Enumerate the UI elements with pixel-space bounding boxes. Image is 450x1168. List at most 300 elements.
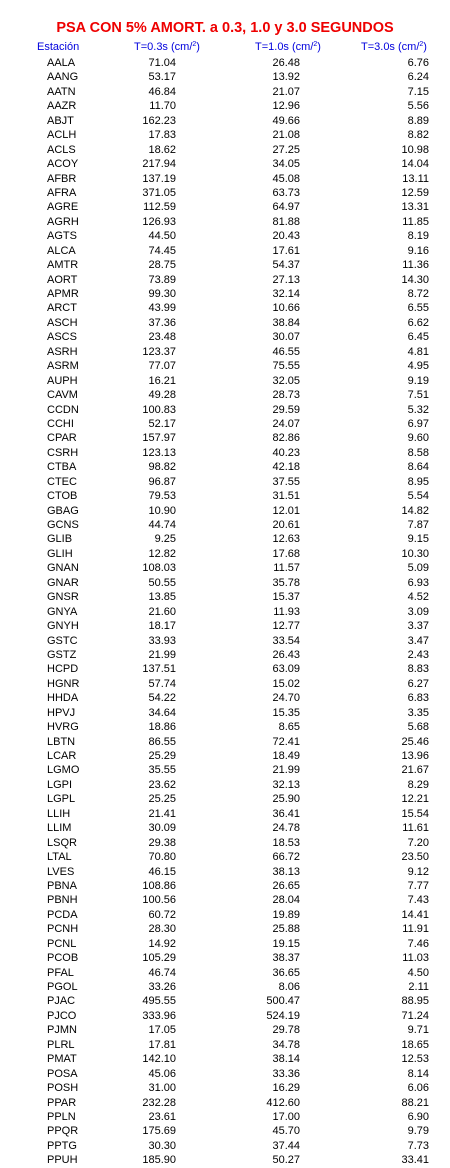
t30-cell: 3.35 xyxy=(407,706,429,719)
t30-cell: 7.43 xyxy=(407,894,429,907)
t03-cell: 108.86 xyxy=(142,879,176,892)
t30-cell: 6.55 xyxy=(407,302,429,315)
table-row xyxy=(0,518,450,532)
t30-cell: 5.68 xyxy=(407,721,429,734)
table-row xyxy=(0,345,450,359)
t30-cell: 88.21 xyxy=(401,1096,429,1109)
station-cell: CCHI xyxy=(47,417,74,430)
table-row xyxy=(0,1096,450,1110)
station-cell: LTAL xyxy=(47,851,72,864)
t03-cell: 30.30 xyxy=(148,1139,176,1152)
t10-cell: 12.96 xyxy=(272,100,300,113)
table-row xyxy=(0,374,450,388)
station-cell: GLIH xyxy=(47,547,73,560)
t30-cell: 7.46 xyxy=(407,937,429,950)
t10-cell: 28.73 xyxy=(272,389,300,402)
station-cell: AORT xyxy=(47,273,78,286)
table-row xyxy=(0,1038,450,1052)
station-cell: PBNA xyxy=(47,879,77,892)
t03-cell: 73.89 xyxy=(148,273,176,286)
station-cell: PPUH xyxy=(47,1154,78,1167)
t03-cell: 126.93 xyxy=(142,215,176,228)
station-cell: CTEC xyxy=(47,475,77,488)
t10-cell: 21.08 xyxy=(272,129,300,142)
station-cell: APMR xyxy=(47,288,79,300)
station-cell: PJAC xyxy=(47,995,76,1008)
station-cell: GNAN xyxy=(47,562,79,575)
t03-cell: 30.09 xyxy=(148,822,176,835)
t30-cell: 11.61 xyxy=(402,822,429,835)
station-cell: PPLN xyxy=(47,1110,76,1123)
t03-cell: 34.64 xyxy=(148,706,176,719)
table-row xyxy=(0,807,450,821)
t03-cell: 71.04 xyxy=(148,57,176,69)
station-cell: ALCA xyxy=(47,244,76,257)
t30-cell: 18.65 xyxy=(401,1038,429,1051)
t10-cell: 24.70 xyxy=(272,692,300,705)
t10-cell: 24.78 xyxy=(272,822,300,835)
table-row xyxy=(0,287,450,301)
t10-cell: 17.00 xyxy=(272,1110,300,1123)
t03-cell: 23.62 xyxy=(148,778,176,791)
station-cell: ABJT xyxy=(47,114,74,127)
t30-cell: 14.41 xyxy=(401,908,429,921)
t10-cell: 81.88 xyxy=(272,215,300,228)
table-row xyxy=(0,316,450,330)
t10-cell: 15.37 xyxy=(272,591,300,604)
t03-cell: 74.45 xyxy=(148,244,176,257)
station-cell: AALA xyxy=(47,57,76,69)
t03-cell: 17.05 xyxy=(148,1024,176,1037)
table-row xyxy=(0,691,450,705)
t03-cell: 28.75 xyxy=(148,259,176,272)
header-t10-close: ) xyxy=(317,41,321,53)
station-cell: LVES xyxy=(47,865,75,878)
station-cell: PJMN xyxy=(47,1024,77,1037)
station-cell: PPQR xyxy=(47,1125,79,1138)
t30-cell: 33.41 xyxy=(401,1154,429,1167)
station-cell: ASRM xyxy=(47,360,79,373)
station-cell: LGMO xyxy=(47,764,80,777)
table-row xyxy=(0,460,450,474)
t30-cell: 21.67 xyxy=(401,764,429,777)
t03-cell: 18.86 xyxy=(148,721,176,734)
t30-cell: 9.71 xyxy=(407,1024,429,1037)
table-row xyxy=(0,172,450,186)
station-cell: LGPL xyxy=(47,793,76,806)
t03-cell: 79.53 xyxy=(148,490,176,503)
t03-cell: 123.13 xyxy=(142,446,176,459)
t03-cell: 112.59 xyxy=(143,201,176,214)
t03-cell: 21.41 xyxy=(148,807,176,820)
table-row xyxy=(0,229,450,243)
station-cell: PCOB xyxy=(47,952,79,965)
t10-cell: 64.97 xyxy=(272,201,300,214)
t30-cell: 25.46 xyxy=(401,735,429,748)
t30-cell: 6.24 xyxy=(407,71,429,84)
table-row xyxy=(0,301,450,315)
t03-cell: 495.55 xyxy=(142,995,176,1008)
table-row xyxy=(0,359,450,373)
t30-cell: 6.90 xyxy=(407,1110,429,1123)
t10-cell: 18.53 xyxy=(272,836,300,849)
table-row xyxy=(0,128,450,142)
t30-cell: 2.11 xyxy=(408,981,429,993)
header-t30-exponent: 2 xyxy=(419,41,424,48)
station-cell: HGNR xyxy=(47,677,80,690)
t10-cell: 27.13 xyxy=(272,273,300,286)
t03-cell: 44.74 xyxy=(148,519,176,531)
table-row xyxy=(0,561,450,575)
t30-cell: 2.43 xyxy=(407,648,429,661)
t30-cell: 4.50 xyxy=(407,966,429,979)
t10-cell: 21.07 xyxy=(272,85,300,98)
table-row xyxy=(0,273,450,287)
table-row xyxy=(0,446,450,460)
t30-cell: 8.64 xyxy=(407,461,429,474)
t10-cell: 63.09 xyxy=(272,663,300,676)
t10-cell: 32.14 xyxy=(272,288,300,300)
t10-cell: 38.13 xyxy=(272,865,300,878)
t30-cell: 8.58 xyxy=(407,446,429,459)
t10-cell: 36.65 xyxy=(272,966,300,979)
t10-cell: 18.49 xyxy=(272,750,300,762)
t30-cell: 8.14 xyxy=(407,1067,429,1080)
t10-cell: 15.35 xyxy=(272,706,300,719)
t10-cell: 36.41 xyxy=(272,807,300,820)
table-row xyxy=(0,951,450,965)
t10-cell: 46.55 xyxy=(272,345,300,358)
t10-cell: 12.63 xyxy=(272,533,300,546)
table-row xyxy=(0,662,450,676)
t30-cell: 6.45 xyxy=(407,331,429,344)
header-t03-close: ) xyxy=(196,41,200,53)
table-row xyxy=(0,821,450,835)
t10-cell: 32.05 xyxy=(272,374,300,387)
station-cell: GNYA xyxy=(47,605,78,618)
t10-cell: 31.51 xyxy=(272,490,300,503)
table-row xyxy=(0,1124,450,1138)
t10-cell: 40.23 xyxy=(272,446,300,459)
station-cell: PFAL xyxy=(47,966,74,979)
t30-cell: 6.62 xyxy=(407,316,429,329)
t30-cell: 5.54 xyxy=(407,490,429,503)
t30-cell: 13.31 xyxy=(401,201,429,214)
t03-cell: 333.96 xyxy=(142,1009,176,1022)
t03-cell: 18.62 xyxy=(148,143,176,156)
t30-cell: 11.85 xyxy=(402,215,429,228)
t30-cell: 8.95 xyxy=(407,475,429,488)
t03-cell: 50.55 xyxy=(148,576,176,589)
t10-cell: 13.92 xyxy=(272,71,300,84)
t03-cell: 33.93 xyxy=(148,634,176,647)
table-row xyxy=(0,980,450,994)
station-cell: GCNS xyxy=(47,519,79,531)
t30-cell: 88.95 xyxy=(401,995,429,1008)
t10-cell: 29.59 xyxy=(272,403,300,416)
t10-cell: 24.07 xyxy=(272,417,300,430)
station-cell: AFBR xyxy=(47,172,77,185)
t10-cell: 11.93 xyxy=(273,605,300,618)
table-row xyxy=(0,937,450,951)
t30-cell: 71.24 xyxy=(401,1009,429,1022)
t10-cell: 8.65 xyxy=(278,721,300,734)
t10-cell: 45.70 xyxy=(272,1125,300,1138)
t03-cell: 31.00 xyxy=(148,1082,176,1095)
t10-cell: 25.88 xyxy=(272,923,300,936)
station-cell: ACOY xyxy=(47,158,79,171)
station-cell: PLRL xyxy=(47,1038,75,1051)
t10-cell: 42.18 xyxy=(272,461,300,474)
station-cell: HVRG xyxy=(47,721,79,734)
header-t03 xyxy=(134,40,200,54)
t30-cell: 9.12 xyxy=(407,865,429,878)
t30-cell: 9.15 xyxy=(407,533,429,546)
table-row xyxy=(0,836,450,850)
table-row xyxy=(0,605,450,619)
station-cell: CPAR xyxy=(47,432,77,445)
table-row xyxy=(0,634,450,648)
t10-cell: 66.72 xyxy=(272,851,300,864)
t10-cell: 17.68 xyxy=(272,547,300,560)
t10-cell: 12.01 xyxy=(272,504,300,517)
station-cell: PBNH xyxy=(47,894,78,907)
station-cell: CCDN xyxy=(47,403,79,416)
header-t10-exponent: 2 xyxy=(313,41,318,48)
t30-cell: 14.04 xyxy=(401,158,429,171)
t10-cell: 524.19 xyxy=(266,1009,300,1022)
t30-cell: 4.52 xyxy=(407,591,429,604)
table-row xyxy=(0,590,450,604)
t03-cell: 57.74 xyxy=(148,677,176,690)
station-cell: AFRA xyxy=(47,186,77,199)
station-cell: AMTR xyxy=(47,259,79,272)
table-row xyxy=(0,388,450,402)
table-row xyxy=(0,417,450,431)
t03-cell: 25.29 xyxy=(148,750,176,762)
table-row xyxy=(0,1081,450,1095)
table-row xyxy=(0,489,450,503)
t10-cell: 29.78 xyxy=(272,1024,300,1037)
table-row xyxy=(0,893,450,907)
t30-cell: 14.30 xyxy=(401,273,429,286)
station-cell: PCNH xyxy=(47,923,79,936)
t03-cell: 54.22 xyxy=(148,692,176,705)
station-cell: AANG xyxy=(47,71,79,84)
table-row xyxy=(0,70,450,84)
station-cell: PPTG xyxy=(47,1139,77,1152)
table-row xyxy=(0,1052,450,1066)
t03-cell: 25.25 xyxy=(148,793,176,806)
t03-cell: 35.55 xyxy=(148,764,176,777)
table-row xyxy=(0,706,450,720)
t10-cell: 32.13 xyxy=(272,778,300,791)
station-cell: CTBA xyxy=(47,461,77,474)
station-cell: HHDA xyxy=(47,692,79,705)
station-cell: AGRE xyxy=(47,201,79,214)
t03-cell: 157.97 xyxy=(142,432,176,445)
t30-cell: 8.82 xyxy=(407,129,429,142)
t30-cell: 8.72 xyxy=(407,288,429,300)
station-cell: LLIM xyxy=(47,822,72,835)
table-row xyxy=(0,1023,450,1037)
t03-cell: 137.19 xyxy=(142,172,176,185)
t30-cell: 6.06 xyxy=(407,1082,429,1095)
t30-cell: 9.60 xyxy=(407,432,429,445)
t10-cell: 35.78 xyxy=(272,576,300,589)
t10-cell: 33.54 xyxy=(272,634,300,647)
table-row xyxy=(0,1153,450,1167)
t03-cell: 17.81 xyxy=(148,1038,176,1051)
t30-cell: 13.96 xyxy=(401,750,429,762)
table-row xyxy=(0,994,450,1008)
t03-cell: 142.10 xyxy=(142,1053,176,1066)
t03-cell: 21.99 xyxy=(148,648,176,661)
t03-cell: 21.60 xyxy=(148,605,176,618)
t10-cell: 63.73 xyxy=(272,186,300,199)
t03-cell: 46.84 xyxy=(148,85,176,98)
t30-cell: 9.19 xyxy=(407,374,429,387)
table-row xyxy=(0,431,450,445)
header-t30 xyxy=(361,40,427,54)
table-row xyxy=(0,403,450,417)
station-cell: AAZR xyxy=(47,100,77,113)
t03-cell: 60.72 xyxy=(148,908,176,921)
t10-cell: 38.14 xyxy=(272,1053,300,1066)
table-row xyxy=(0,1110,450,1124)
t10-cell: 25.90 xyxy=(272,793,300,806)
t30-cell: 4.81 xyxy=(407,345,429,358)
t10-cell: 412.60 xyxy=(266,1096,300,1109)
t03-cell: 175.69 xyxy=(142,1125,176,1138)
t03-cell: 46.74 xyxy=(148,966,176,979)
table-row xyxy=(0,576,450,590)
table-row xyxy=(0,330,450,344)
t03-cell: 45.06 xyxy=(148,1067,176,1080)
table-row xyxy=(0,56,450,70)
t10-cell: 33.36 xyxy=(272,1067,300,1080)
station-cell: HPVJ xyxy=(47,706,76,719)
t30-cell: 6.93 xyxy=(407,576,429,589)
station-cell: ASRH xyxy=(47,345,78,358)
station-cell: ASCH xyxy=(47,316,78,329)
t10-cell: 500.47 xyxy=(266,995,300,1008)
t03-cell: 70.80 xyxy=(148,851,176,864)
station-cell: LSQR xyxy=(47,836,77,849)
station-cell: GNSR xyxy=(47,591,79,604)
t03-cell: 37.36 xyxy=(148,316,176,329)
t10-cell: 17.61 xyxy=(272,244,300,257)
station-cell: ASCS xyxy=(47,331,77,344)
table-row xyxy=(0,200,450,214)
t10-cell: 34.05 xyxy=(272,158,300,171)
t03-cell: 105.29 xyxy=(142,952,176,965)
station-cell: ACLH xyxy=(47,129,77,142)
table-row xyxy=(0,778,450,792)
t03-cell: 52.17 xyxy=(148,417,176,430)
table-row xyxy=(0,619,450,633)
t30-cell: 10.98 xyxy=(401,143,429,156)
table-row xyxy=(0,547,450,561)
table-row xyxy=(0,1067,450,1081)
header-t03-label: T=0.3s (cm/ xyxy=(134,41,193,53)
t10-cell: 75.55 xyxy=(272,360,300,373)
t10-cell: 28.04 xyxy=(272,894,300,907)
table-row xyxy=(0,677,450,691)
t10-cell: 54.37 xyxy=(272,259,300,272)
station-cell: GNAR xyxy=(47,576,79,589)
t03-cell: 162.23 xyxy=(142,114,176,127)
t30-cell: 3.09 xyxy=(407,605,429,618)
table-row xyxy=(0,532,450,546)
t10-cell: 20.43 xyxy=(272,230,300,243)
station-cell: PJCO xyxy=(47,1009,77,1022)
table-row xyxy=(0,763,450,777)
t30-cell: 7.77 xyxy=(407,879,429,892)
station-cell: GBAG xyxy=(47,504,79,517)
t10-cell: 50.27 xyxy=(272,1154,300,1167)
t30-cell: 14.82 xyxy=(401,504,429,517)
station-cell: LCAR xyxy=(47,750,77,762)
t30-cell: 6.76 xyxy=(407,57,429,69)
t30-cell: 13.11 xyxy=(402,172,429,185)
t03-cell: 96.87 xyxy=(148,475,176,488)
page-title: PSA CON 5% AMORT. a 0.3, 1.0 y 3.0 SEGUNDOS xyxy=(56,20,394,36)
t10-cell: 19.89 xyxy=(272,908,300,921)
t30-cell: 15.54 xyxy=(401,807,429,820)
t03-cell: 18.17 xyxy=(148,620,176,633)
station-cell: AGTS xyxy=(47,230,77,243)
t03-cell: 9.25 xyxy=(154,533,176,546)
t10-cell: 10.66 xyxy=(272,302,300,315)
t10-cell: 27.25 xyxy=(272,143,300,156)
t30-cell: 3.47 xyxy=(407,634,429,647)
table-row xyxy=(0,735,450,749)
t10-cell: 11.57 xyxy=(273,562,300,575)
header-t10 xyxy=(255,40,321,54)
station-cell: PCNL xyxy=(47,937,77,950)
t03-cell: 49.28 xyxy=(148,389,176,402)
table-row xyxy=(0,922,450,936)
table-row xyxy=(0,114,450,128)
header-t30-label: T=3.0s (cm/ xyxy=(361,41,420,53)
table-row xyxy=(0,879,450,893)
t10-cell: 12.77 xyxy=(272,620,300,633)
t30-cell: 11.36 xyxy=(402,259,429,272)
t30-cell: 11.91 xyxy=(402,923,429,936)
t03-cell: 28.30 xyxy=(148,923,176,936)
header-t03-exponent: 2 xyxy=(192,41,197,48)
t30-cell: 8.83 xyxy=(407,663,429,676)
t03-cell: 137.51 xyxy=(142,663,176,676)
t30-cell: 5.56 xyxy=(407,100,429,113)
station-cell: PGOL xyxy=(47,981,78,993)
t30-cell: 7.73 xyxy=(407,1139,429,1152)
t03-cell: 23.48 xyxy=(148,331,176,344)
t03-cell: 12.82 xyxy=(148,547,176,560)
station-cell: HCPD xyxy=(47,663,79,676)
t10-cell: 16.29 xyxy=(272,1082,300,1095)
t03-cell: 123.37 xyxy=(142,345,176,358)
t03-cell: 217.94 xyxy=(142,158,176,171)
t03-cell: 14.92 xyxy=(148,937,176,950)
table-row xyxy=(0,157,450,171)
t10-cell: 26.43 xyxy=(272,648,300,661)
table-row xyxy=(0,143,450,157)
t03-cell: 371.05 xyxy=(142,186,176,199)
table-row xyxy=(0,966,450,980)
table-row xyxy=(0,1139,450,1153)
